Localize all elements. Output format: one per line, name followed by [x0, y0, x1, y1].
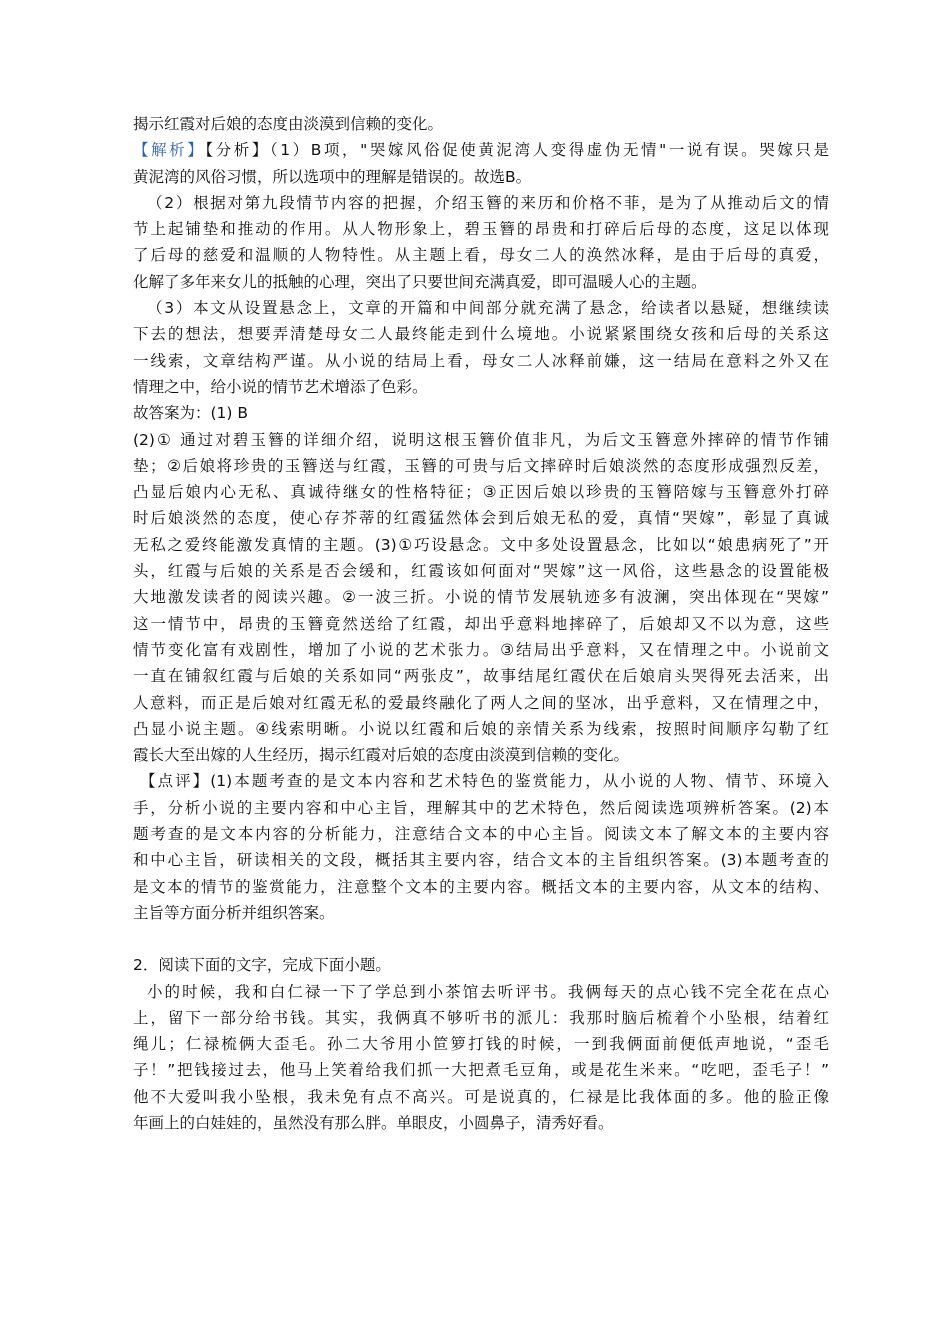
text-line: 头，红霞与后娘的关系是否会缓和，红霞该如何面对“哭嫁”这一风俗，这些悬念的设置能极 [133, 562, 829, 581]
text-line: 和中心主旨，研读相关的文段，概括其主要内容，结合文本的主旨组织答案。(3)本题考查的 [133, 851, 829, 870]
text-line: 凸显后娘内心无私、真诚待继女的性格特征；③正因后娘以珍贵的玉簪陪嫁与玉簪意外打碎 [133, 483, 829, 502]
text-line: 垫；②后娘将珍贵的玉簪送与红霞，玉簪的可贵与后文摔碎时后娘淡然的态度形成强烈反差， [133, 456, 829, 475]
text-line: 霞长大至出嫁的人生经历，揭示红霞对后娘的态度由淡漠到信赖的变化。 [133, 746, 630, 765]
analysis-heading-line [133, 137, 829, 163]
text-line: 年画上的白娃娃的，虽然没有那么胖。单眼皮，小圆鼻子，清秀好看。 [133, 1113, 614, 1132]
text-line: 情理之中，给小说的情节艺术增添了色彩。 [133, 377, 428, 396]
blank-spacer [133, 926, 829, 952]
text-line: 这一情节中，昂贵的玉簪竟然送给了红霞，却出乎意料地摔碎了，后娘却又不以为意，这些 [133, 614, 829, 633]
text-line: 手，分析小说的主要内容和中心主旨，理解其中的艺术特色，然后阅读选项辨析答案。(2)本 [133, 798, 829, 817]
text-line: 主旨等方面分析并组织答案。 [133, 903, 335, 922]
text-line: 揭示红霞对后娘的态度由淡漠到信赖的变化。 [133, 115, 444, 133]
text-line: 情节变化富有戏剧性，增加了小说的艺术张力。③结局出乎意料，又在情理之中。小说前文 [133, 640, 829, 659]
text-line: 绳儿；仁禄梳俩大歪毛。孙二大爷用小笸箩打钱的时候，一到我俩面前便低声地说，“歪毛 [133, 1035, 829, 1054]
text-line: （3）本文从设置悬念上，文章的开篇和中间部分就充满了悬念，给读者以悬疑，想继续读 [147, 299, 829, 318]
text-line: 大地激发读者的阅读兴趣。②一波三折。小说的情节发展轨迹多有波澜，突出体现在“哭嫁” [133, 588, 829, 607]
text-line: 无私之爱终能激发真情的主题。(3)①巧设悬念。文中多处设置悬念，比如以“娘患病死了”开 [133, 535, 829, 554]
text-line: 化解了多年来女儿的抵触的心理，突出了只要世间充满真爱，即可温暖人心的主题。 [133, 272, 707, 291]
text-line: 【点评】(1)本题考查的是文本内容和艺术特色的鉴赏能力，从小说的人物、情节、环境入 [140, 772, 829, 791]
text-line: 一线索，文章结构严谨。从小说的结局上看，母女二人冰释前嫌，这一结局在意料之外又在 [133, 351, 829, 370]
text-line: (2)① 通过对碧玉簪的详细介绍，说明这根玉簪价值非凡，为后文玉簪意外摔碎的情节作铺 [133, 430, 829, 449]
text-line: 一直在铺叙红霞与后娘的关系如同“两张皮”，故事结尾红霞伏在后娘肩头哭得死去活来，出 [133, 667, 829, 686]
text-line: （2）根据对第九段情节内容的把握，介绍玉簪的来历和价格不菲，是为了从推动后文的情 [147, 193, 829, 212]
text-line: 他不大爱叫我小坠根，我未免有点不高兴。可是说真的，仁禄是比我体面的多。他的脸正像 [133, 1087, 829, 1106]
text-line: 小的时候，我和白仁禄一下了学总到小茶馆去听评书。我俩每天的点心钱不完全花在点心 [147, 982, 829, 1001]
document-page [133, 111, 829, 1136]
text-line: 题考查的是文本内容的分析能力，注意结合文本的中心主旨。阅读文本了解文本的主要内容 [133, 825, 829, 844]
text-line: 子！”把钱接过去，他马上笑着给我们抓一大把煮毛豆角，或是花生米来。“吃吧，歪毛子！” [133, 1061, 829, 1080]
answer-label: 故答案为：(1) B [133, 404, 249, 423]
text-line: 下去的想法，想要弄清楚母女二人最终能走到什么境地。小说紧紧围绕女孩和后母的关系这 [133, 325, 829, 344]
text-line: 人意料，而正是后娘对红霞无私的爱最终融化了两人之间的坚冰，出乎意料，又在情理之中， [133, 693, 829, 712]
text-line: 凸显小说主题。④线索明晰。小说以红霞和后娘的亲情关系为线索，按照时间顺序勾勒了红 [133, 719, 829, 738]
analysis-text: 【分析】（1）B项，"哭嫁风俗促使黄泥湾人变得虚伪无情"一说有误。哭嫁只是 [205, 141, 829, 160]
text-line: 节上起铺垫和推动的作用。从人物形象上，碧玉簪的昂贵和打碎后后母的态度，这足以体现 [133, 220, 829, 239]
text-line: 时后娘淡然的态度，使心存芥蒂的红霞猛然体会到后娘无私的爱，真情“哭嫁”，彰显了真诚 [133, 509, 829, 528]
question-2-title: 2．阅读下面的文字，完成下面小题。 [133, 956, 391, 975]
text-line: 是文本的情节的鉴赏能力，注意整个文本的主要内容。概括文本的主要内容，从文本的结构、 [133, 877, 829, 896]
analysis-tag: 【解析】 [133, 141, 206, 160]
text-line: 上，留下一部分给书钱。其实，我俩真不够听书的派儿：我那时脑后梳着个小坠根，结着红 [133, 1008, 829, 1027]
text-line: 黄泥湾的风俗习惯，所以选项中的理解是错误的。故选B。 [133, 167, 532, 186]
text-line: 了后母的慈爱和温顺的人物特性。从主题上看，母女二人的涣然冰释，是由于后母的真爱， [133, 246, 829, 265]
